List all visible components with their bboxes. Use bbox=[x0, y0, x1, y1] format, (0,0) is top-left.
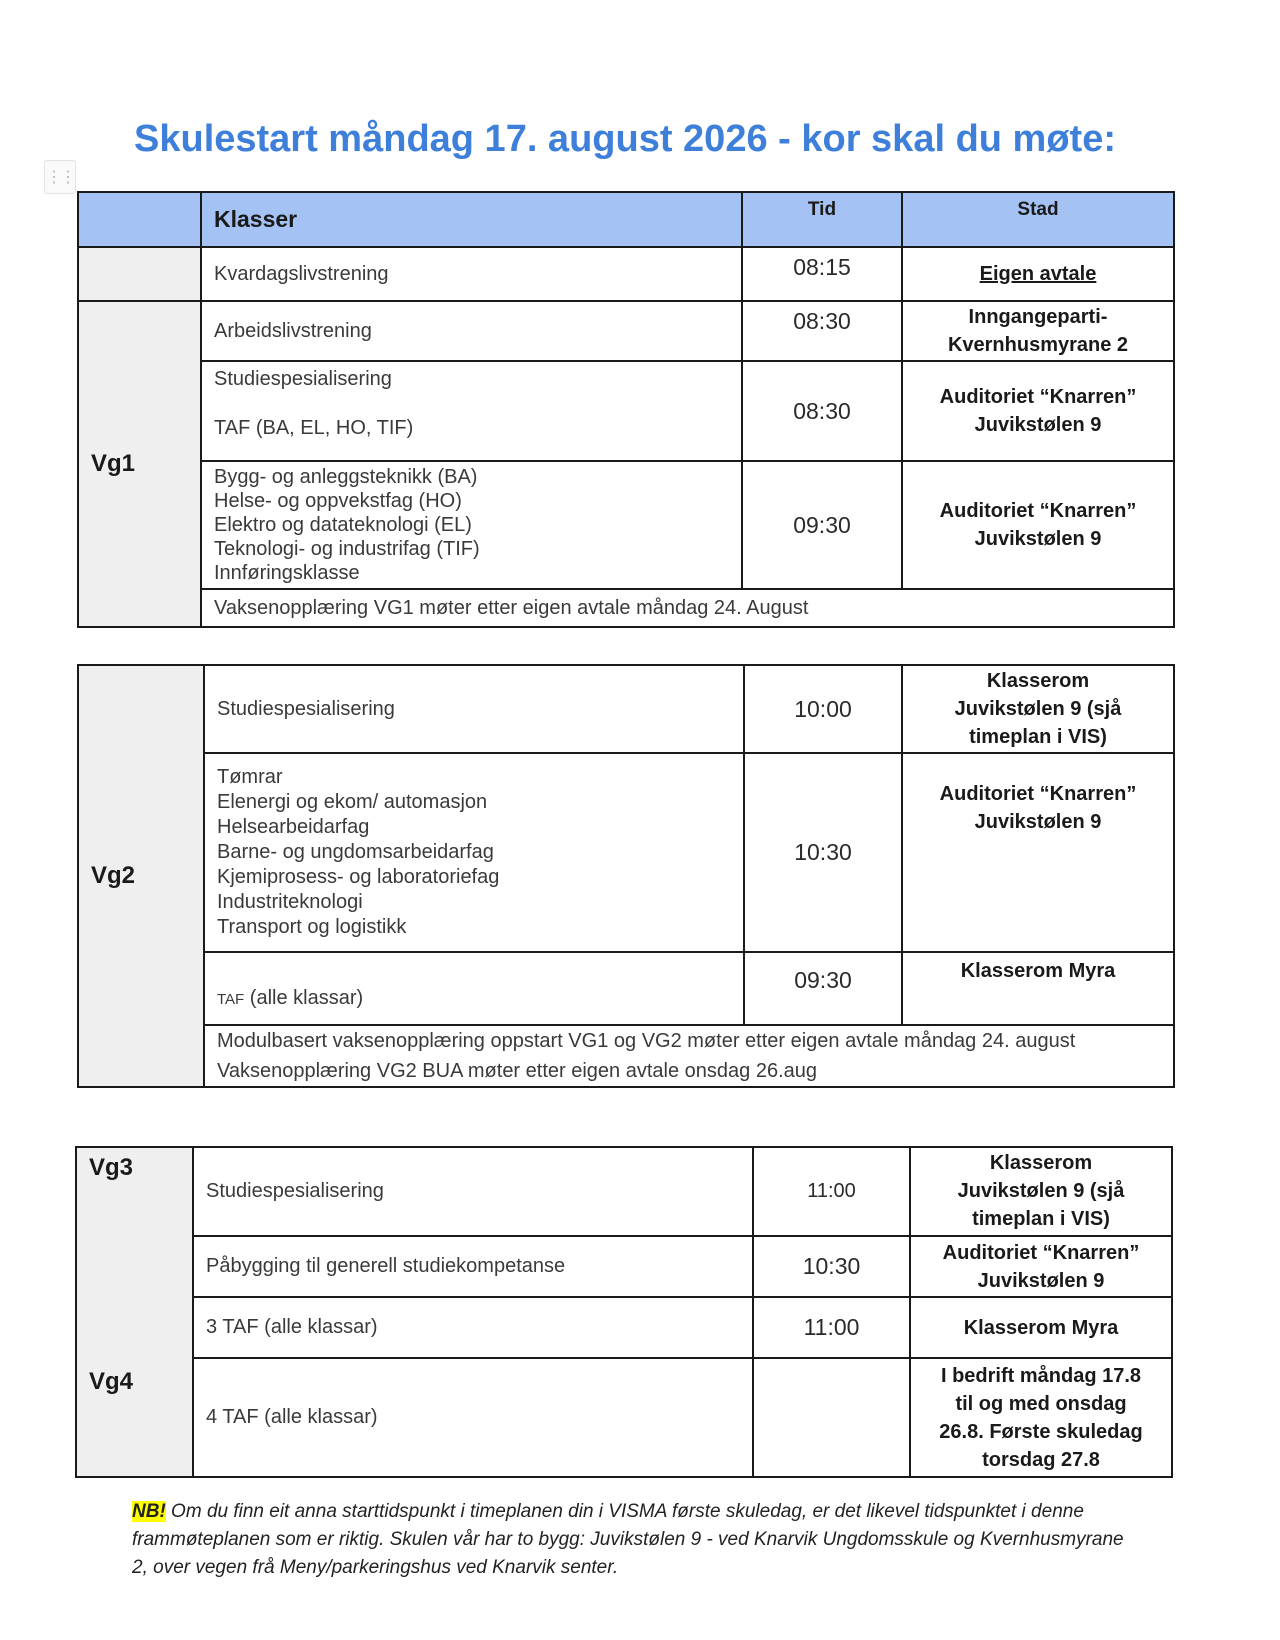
tid-cell: 10:00 bbox=[744, 665, 902, 753]
tid-cell: 11:00 bbox=[753, 1297, 910, 1358]
stad-cell bbox=[910, 1236, 1172, 1297]
note-text: Om du finn eit anna starttidspunkt i timeplanen din i VISMA første skuledag, er det likevel tidspunktet i denne frammøteplanen som er riktig. Skulen vår har to bygg: Juvikstølen 9 - ved Knarvik Ungdomsskule og Kvernhusmyrane 2, over vegen frå Meny/parkeringshus ved Knarvik senter. bbox=[132, 1501, 1124, 1578]
note-paragraph bbox=[132, 1498, 1142, 1582]
klasser-line: Bygg- og anleggsteknikk (BA) bbox=[214, 466, 478, 488]
table-drag-handle-icon[interactable]: ⋮⋮ bbox=[44, 160, 76, 194]
header-klasser: Klasser bbox=[201, 192, 742, 247]
table-vg2 bbox=[77, 664, 1175, 1088]
stad-cell bbox=[910, 1358, 1172, 1477]
klasser-cell bbox=[201, 461, 742, 589]
table-row bbox=[78, 461, 1174, 589]
page-title: Skulestart måndag 17. august 2026 - kor skal du møte: bbox=[134, 118, 1116, 160]
table-vg1 bbox=[77, 191, 1175, 628]
header-tid: Tid bbox=[742, 192, 902, 247]
klasser-cell: Studiespesialisering bbox=[193, 1147, 753, 1236]
klasser-line: Tømrar bbox=[217, 766, 283, 788]
klasser-line: Studiespesialisering bbox=[214, 368, 392, 390]
footer-note-cell: Vaksenopplæring VG1 møter etter eigen avtale måndag 24. August bbox=[201, 589, 1174, 627]
stad-cell bbox=[902, 247, 1174, 301]
tid-cell bbox=[753, 1358, 910, 1477]
stad-line: timeplan i VIS) bbox=[972, 1208, 1110, 1231]
stad-line: til og med onsdag bbox=[955, 1392, 1127, 1415]
stad-line: Klasserom bbox=[989, 1152, 1093, 1175]
klasser-cell: Arbeidslivstrening bbox=[201, 301, 742, 361]
group-label-vg1: Vg1 bbox=[78, 301, 201, 627]
klasser-cell: 3 TAF (alle klassar) bbox=[193, 1297, 753, 1358]
stad-line: 26.8. Første skuledag bbox=[939, 1420, 1143, 1443]
table-row bbox=[76, 1236, 1172, 1297]
tid-cell: 08:30 bbox=[742, 301, 902, 361]
klasser-line: Transport og logistikk bbox=[217, 916, 407, 938]
tid-cell: 10:30 bbox=[744, 753, 902, 952]
stad-line: Auditoriet “Knarren” bbox=[939, 783, 1137, 805]
klasser-cell: 4 TAF (alle klassar) bbox=[193, 1358, 753, 1477]
stad-line: Juvikstølen 9 (sjå bbox=[957, 1180, 1125, 1203]
klasser-line: Elektro og datateknologi (EL) bbox=[214, 514, 472, 536]
stad-line: Klasserom bbox=[986, 670, 1090, 692]
klasser-cell: Kvardagslivstrening bbox=[201, 247, 742, 301]
stad-line: Inngangeparti- bbox=[968, 306, 1108, 328]
table-row bbox=[78, 247, 1174, 301]
klasser-line: Elenergi og ekom/ automasjon bbox=[217, 791, 488, 813]
tid-cell: 09:30 bbox=[742, 461, 902, 589]
klasser-line: TAF (BA, EL, HO, TIF) bbox=[214, 417, 414, 439]
stad-cell bbox=[902, 753, 1174, 952]
stad-line: timeplan i VIS) bbox=[969, 726, 1107, 748]
tid-cell: 08:15 bbox=[742, 247, 902, 301]
nb-highlight: NB! bbox=[132, 1501, 166, 1522]
tid-cell: 11:00 bbox=[753, 1147, 910, 1236]
group-label-vg3: Vg3 bbox=[89, 1154, 134, 1181]
stad-cell: Klasserom Myra bbox=[902, 952, 1174, 1025]
klasser-cell bbox=[204, 753, 744, 952]
stad-text: Eigen avtale bbox=[979, 263, 1097, 285]
footer-note-cell bbox=[204, 1025, 1174, 1087]
stad-cell bbox=[902, 301, 1174, 361]
klasser-abbrev: TAF bbox=[217, 991, 245, 1008]
stad-line: Juvikstølen 9 bbox=[974, 528, 1102, 550]
stad-line: Kvernhusmyrane 2 bbox=[947, 334, 1129, 356]
stad-line: Juvikstølen 9 (sjå bbox=[954, 698, 1122, 720]
group-label-cell bbox=[76, 1147, 193, 1477]
klasser-line: Kjemiprosess- og laboratoriefag bbox=[217, 866, 500, 888]
group-label-vg2: Vg2 bbox=[78, 665, 204, 1087]
table-row bbox=[76, 1297, 1172, 1358]
table-vg3-vg4 bbox=[75, 1146, 1173, 1478]
table-row bbox=[78, 589, 1174, 627]
tid-cell: 08:30 bbox=[742, 361, 902, 461]
klasser-line: Industriteknologi bbox=[217, 891, 363, 913]
footer-line: Vaksenopplæring VG2 BUA møter etter eigen avtale onsdag 26.aug bbox=[217, 1060, 817, 1082]
stad-line: Juvikstølen 9 bbox=[974, 811, 1102, 833]
group-empty-cell bbox=[78, 247, 201, 301]
klasser-line: Barne- og ungdomsarbeidarfag bbox=[217, 841, 494, 863]
stad-line: Auditoriet “Knarren” bbox=[942, 1241, 1140, 1264]
klasser-line: Helsearbeidarfag bbox=[217, 816, 370, 838]
table-row bbox=[76, 1358, 1172, 1477]
klasser-cell bbox=[201, 361, 742, 461]
stad-line: torsdag 27.8 bbox=[982, 1448, 1100, 1471]
stad-line: I bedrift måndag 17.8 bbox=[940, 1364, 1142, 1387]
table-row bbox=[78, 361, 1174, 461]
klasser-cell: Studiespesialisering bbox=[204, 665, 744, 753]
klasser-line: Helse- og oppvekstfag (HO) bbox=[214, 490, 462, 512]
stad-cell bbox=[902, 665, 1174, 753]
klasser-cell: Påbygging til generell studiekompetanse bbox=[193, 1236, 753, 1297]
header-empty-cell bbox=[78, 192, 201, 247]
group-label-vg4: Vg4 bbox=[89, 1368, 134, 1395]
stad-line: Juvikstølen 9 bbox=[974, 414, 1102, 436]
table-row bbox=[78, 1025, 1174, 1087]
stad-line: Juvikstølen 9 bbox=[977, 1269, 1105, 1292]
stad-cell bbox=[910, 1147, 1172, 1236]
table-header-row bbox=[78, 192, 1174, 247]
klasser-line: Innføringsklasse bbox=[214, 562, 360, 584]
table-row bbox=[78, 301, 1174, 361]
klasser-text: (alle klassar) bbox=[249, 987, 364, 1009]
stad-line: Auditoriet “Knarren” bbox=[939, 386, 1137, 408]
table-row bbox=[76, 1147, 1172, 1236]
table-row bbox=[78, 952, 1174, 1025]
stad-cell bbox=[902, 361, 1174, 461]
footer-line: Modulbasert vaksenopplæring oppstart VG1 og VG2 møter etter eigen avtale måndag 24. august bbox=[217, 1030, 1076, 1052]
stad-cell bbox=[902, 461, 1174, 589]
stad-line: Auditoriet “Knarren” bbox=[939, 500, 1137, 522]
table-row bbox=[78, 665, 1174, 753]
klasser-line: Teknologi- og industrifag (TIF) bbox=[214, 538, 480, 560]
stad-cell: Klasserom Myra bbox=[910, 1297, 1172, 1358]
tid-cell: 10:30 bbox=[753, 1236, 910, 1297]
table-row bbox=[78, 753, 1174, 952]
header-stad: Stad bbox=[902, 192, 1174, 247]
klasser-cell bbox=[204, 952, 744, 1025]
tid-cell: 09:30 bbox=[744, 952, 902, 1025]
